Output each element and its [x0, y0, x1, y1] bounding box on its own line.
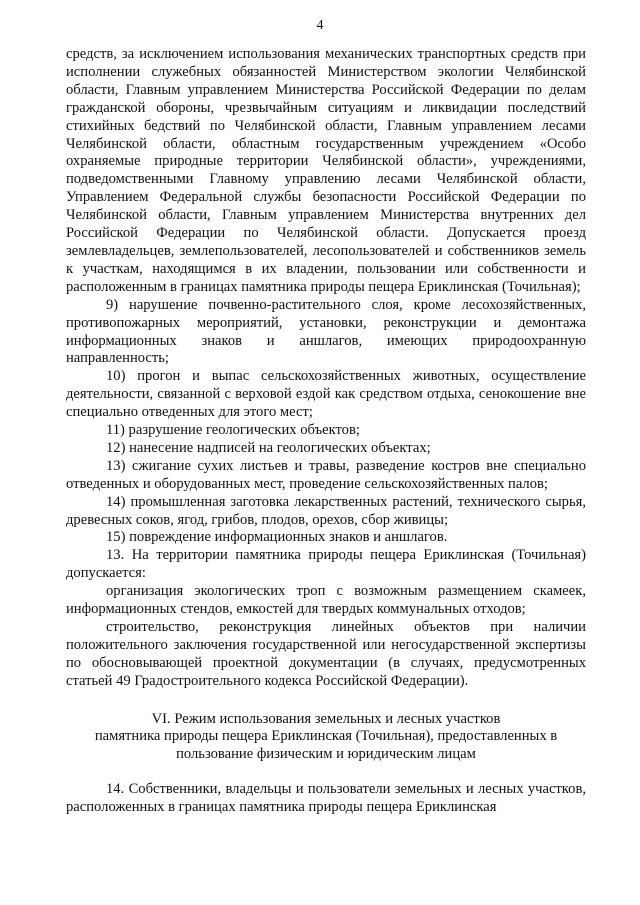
clause-13-construction: строительство, реконструкция линейных объектов при наличии положительного заключения государственной или негосударственной экспертизы по обосновывающей проектной документации (в случаях, предусмотренных статьей 49 Градостроительного кодекса Российской Федерации).	[66, 619, 586, 689]
clause-14: 14. Собственники, владельцы и пользователи земельных и лесных участков, расположенных в границах памятника природы пещера Ериклинская	[66, 781, 586, 816]
section-heading	[66, 711, 586, 764]
clause-13: 13. На территории памятника природы пещера Ериклинская (Точильная) допускается:	[66, 547, 586, 582]
list-item-13: 13) сжигание сухих листьев и травы, разведение костров вне специально отведенных и оборудованных мест, проведение сельскохозяйственных палов;	[66, 457, 586, 492]
list-item-14: 14) промышленная заготовка лекарственных растений, технического сырья, древесных соков, ягод, грибов, плодов, орехов, сбор живицы;	[66, 493, 586, 528]
clause-13-trails: организация экологических троп с возможным размещением скамеек, информационных стендов, емкостей для твердых коммунальных отходов;	[66, 583, 586, 618]
section-heading-line-2: памятника природы пещера Ериклинская (Точильная), предоставленных в	[94, 728, 558, 745]
document-body	[66, 46, 586, 817]
paragraph-continuation: средств, за исключением использования механических транспортных средств при исполнении служебных обязанностей Министерством экологии Челябинской области, Главным управлением Министерства Российской Федерации по делам гражданской обороны, чрезвычайным ситуациям и ликвидации последствий стихийных бедствий по Челябинской области, Главным управлением лесами Челябинской области, областным государственным учреждением «Особо охраняемые природные территории Челябинской области», учреждениями, подведомственными Главному управлению лесами Челябинской области, Управлением Федеральной службы безопасности Российской Федерации по Челябинской области, Главным управлением Министерства внутренних дел Российской Федерации по Челябинской области. Допускается проезд землевладельцев, землепользователей, лесопользователей и собственников земель к участкам, находящимся в их владении, пользовании или собственности и расположенным в границах памятника природы пещера Ериклинская (Точильная);	[66, 46, 586, 295]
list-item-9: 9) нарушение почвенно-растительного слоя, кроме лесохозяйственных, противопожарных мероприятий, установки, реконструкции и демонтажа информационных знаков и аншлагов, имеющих природоохранную направленность;	[66, 296, 586, 367]
list-item-12: 12) нанесение надписей на геологических объектах;	[106, 439, 431, 456]
section-heading-line-3: пользование физическим и юридическим лицам	[176, 745, 476, 762]
list-item-11: 11) разрушение геологических объектов;	[106, 422, 360, 439]
section-heading-line-1: VI. Режим использования земельных и лесных участков	[151, 710, 501, 727]
list-item-15: 15) повреждение информационных знаков и аншлагов.	[106, 529, 448, 546]
page-number: 4	[316, 18, 324, 33]
list-item-10: 10) прогон и выпас сельскохозяйственных животных, осуществление деятельности, связанной с верховой ездой как средством отдыха, сенокошение вне специально отведенных для этого мест;	[66, 368, 586, 421]
